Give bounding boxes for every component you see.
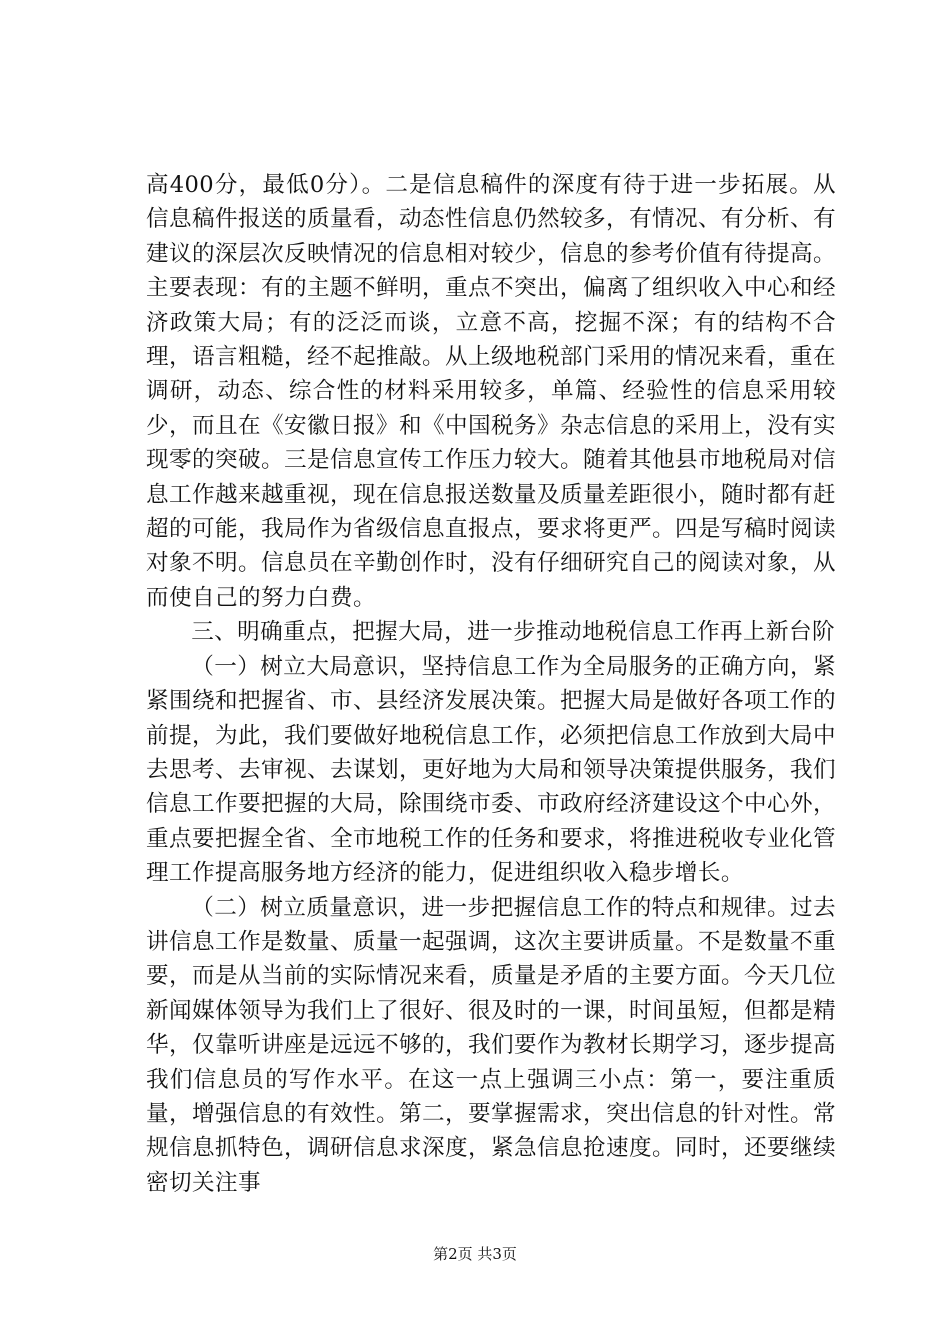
section-heading-three: 三、明确重点，把握大局，进一步推动地税信息工作再上新台阶: [191, 619, 836, 646]
page-number-footer: 第2页 共3页: [433, 1245, 517, 1263]
document-body: [146, 168, 836, 1200]
paragraph-continued: 高400分，最低0分）。二是信息稿件的深度有待于进一步拓展。从信息稿件报送的质量看，动态性信息仍然较多，有情况、有分析、有建议的深层次反映情况的信息相对较少，信息的参考价值有待提高。主要表现：有的主题不鲜明，重点不突出，偏离了组织收入中心和经济政策大局；有的泛泛而谈，立意不高，挖掘不深；有的结构不合理，语言粗糙，经不起推敲。从上级地税部门采用的情况来看，重在调研，动态、综合性的材料采用较多，单篇、经验性的信息采用较少，而且在《安徽日报》和《中国税务》杂志信息的采用上，没有实现零的突破。三是信息宣传工作压力较大。随着其他县市地税局对信息工作越来越重视，现在信息报送数量及质量差距很小，随时都有赶超的可能，我局作为省级信息直报点，要求将更严。四是写稿时阅读对象不明。信息员在辛勤创作时，没有仔细研究自己的阅读对象，从而使自己的努力白费。: [146, 172, 836, 611]
paragraph-item-one: （一）树立大局意识，坚持信息工作为全局服务的正确方向，紧紧围绕和把握省、市、县经济发展决策。把握大局是做好各项工作的前提，为此，我们要做好地税信息工作，必须把信息工作放到大局中去思考、去审视、去谋划，更好地为大局和领导决策提供服务，我们信息工作要把握的大局，除围绕市委、市政府经济建设这个中心外，重点要把握全省、全市地税工作的任务和要求，将推进税收专业化管理工作提高服务地方经济的能力，促进组织收入稳步增长。: [146, 653, 836, 887]
paragraph-item-two: （二）树立质量意识，进一步把握信息工作的特点和规律。过去讲信息工作是数量、质量一起强调，这次主要讲质量。不是数量不重要，而是从当前的实际情况来看，质量是矛盾的主要方面。今天几位新闻媒体领导为我们上了很好、很及时的一课，时间虽短，但都是精华，仅靠听讲座是远远不够的，我们要作为教材长期学习，逐步提高我们信息员的写作水平。在这一点上强调三小点：第一，要注重质量，增强信息的有效性。第二，要掌握需求，突出信息的针对性。常规信息抓特色，调研信息求深度，紧急信息抢速度。同时，还要继续密切关注事: [146, 894, 836, 1196]
